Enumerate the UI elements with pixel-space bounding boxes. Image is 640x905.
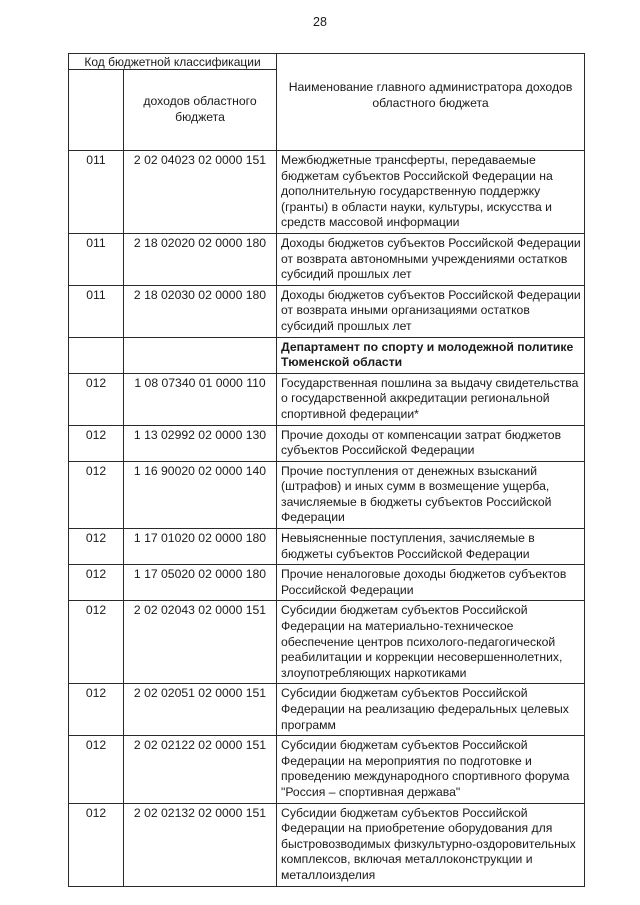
department-row	[69, 337, 585, 373]
admin-code: 012	[69, 373, 124, 425]
revenue-code: 1 13 02992 02 0000 130	[124, 425, 277, 461]
table-row	[69, 285, 585, 337]
admin-code: 012	[69, 425, 124, 461]
admin-code: 012	[69, 529, 124, 565]
table-header-row	[69, 54, 585, 70]
revenue-code: 2 02 02132 02 0000 151	[124, 803, 277, 886]
revenue-name: Доходы бюджетов субъектов Российской Федерации от возврата автономными учреждениями остатков субсидий прошлых лет	[277, 233, 585, 285]
revenue-code: 2 02 02122 02 0000 151	[124, 736, 277, 803]
admin-code: 011	[69, 233, 124, 285]
table-row	[69, 565, 585, 601]
revenue-name: Межбюджетные трансферты, передаваемые бюджетам субъектов Российской Федерации на дополнительную государственную поддержку (гранты) в области науки, культуры, искусства и средств массовой информации	[277, 151, 585, 234]
admin-code: 011	[69, 151, 124, 234]
budget-classification-table	[68, 53, 585, 887]
table-row	[69, 373, 585, 425]
revenue-name: Субсидии бюджетам субъектов Российской Федерации на реализацию федеральных целевых программ	[277, 684, 585, 736]
revenue-name: Субсидии бюджетам субъектов Российской Федерации на приобретение оборудования для быстровозводимых физкультурно-оздоровительных комплексов, включая металлоконструкции и металлоизделия	[277, 803, 585, 886]
revenue-name: Прочие неналоговые доходы бюджетов субъектов Российской Федерации	[277, 565, 585, 601]
admin-code: 012	[69, 684, 124, 736]
table-row	[69, 425, 585, 461]
revenue-name: Прочие поступления от денежных взысканий (штрафов) и иных сумм в возмещение ущерба, зачисляемые в бюджеты субъектов Российской Федерации	[277, 461, 585, 528]
revenue-code: 1 17 05020 02 0000 180	[124, 565, 277, 601]
revenue-name: Невыясненные поступления, зачисляемые в бюджеты субъектов Российской Федерации	[277, 529, 585, 565]
admin-code: 012	[69, 803, 124, 886]
page-number: 28	[313, 15, 327, 29]
header-budget-classification-code: Код бюджетной классификации	[69, 54, 277, 70]
revenue-code	[124, 337, 277, 373]
admin-code	[69, 337, 124, 373]
revenue-name: Государственная пошлина за выдачу свидетельства о государственной аккредитации региональной спортивной федерации*	[277, 373, 585, 425]
admin-code: 012	[69, 565, 124, 601]
header-revenue-code: доходов областного бюджета	[124, 70, 277, 151]
revenue-code: 1 08 07340 01 0000 110	[124, 373, 277, 425]
revenue-name: Субсидии бюджетам субъектов Российской Федерации на материально-техническое обеспечение центров психолого-педагогической реабилитации и коррекции несовершеннолетних, злоупотребляющих наркотиками	[277, 601, 585, 684]
table-row	[69, 461, 585, 528]
department-name: Департамент по спорту и молодежной политике Тюменской области	[277, 337, 585, 373]
table-row	[69, 529, 585, 565]
revenue-code: 2 02 02043 02 0000 151	[124, 601, 277, 684]
revenue-code: 1 16 90020 02 0000 140	[124, 461, 277, 528]
revenue-code: 2 18 02020 02 0000 180	[124, 233, 277, 285]
revenue-name: Субсидии бюджетам субъектов Российской Федерации на мероприятия по подготовке и проведению международного спортивного форума "Россия – спортивная держава"	[277, 736, 585, 803]
revenue-code: 1 17 01020 02 0000 180	[124, 529, 277, 565]
table-row	[69, 151, 585, 234]
table-row	[69, 684, 585, 736]
admin-code: 012	[69, 461, 124, 528]
revenue-name: Доходы бюджетов субъектов Российской Федерации от возврата иными организациями остатков субсидий прошлых лет	[277, 285, 585, 337]
revenue-code: 2 02 02051 02 0000 151	[124, 684, 277, 736]
revenue-code: 2 02 04023 02 0000 151	[124, 151, 277, 234]
revenue-code: 2 18 02030 02 0000 180	[124, 285, 277, 337]
admin-code: 012	[69, 736, 124, 803]
revenue-name: Прочие доходы от компенсации затрат бюджетов субъектов Российской Федерации	[277, 425, 585, 461]
table-row	[69, 233, 585, 285]
table-row	[69, 736, 585, 803]
header-administrator-name: Наименование главного администратора доходов областного бюджета	[277, 54, 585, 151]
table-row	[69, 803, 585, 886]
table-row	[69, 601, 585, 684]
admin-code: 011	[69, 285, 124, 337]
header-admin-column	[69, 70, 124, 151]
admin-code: 012	[69, 601, 124, 684]
